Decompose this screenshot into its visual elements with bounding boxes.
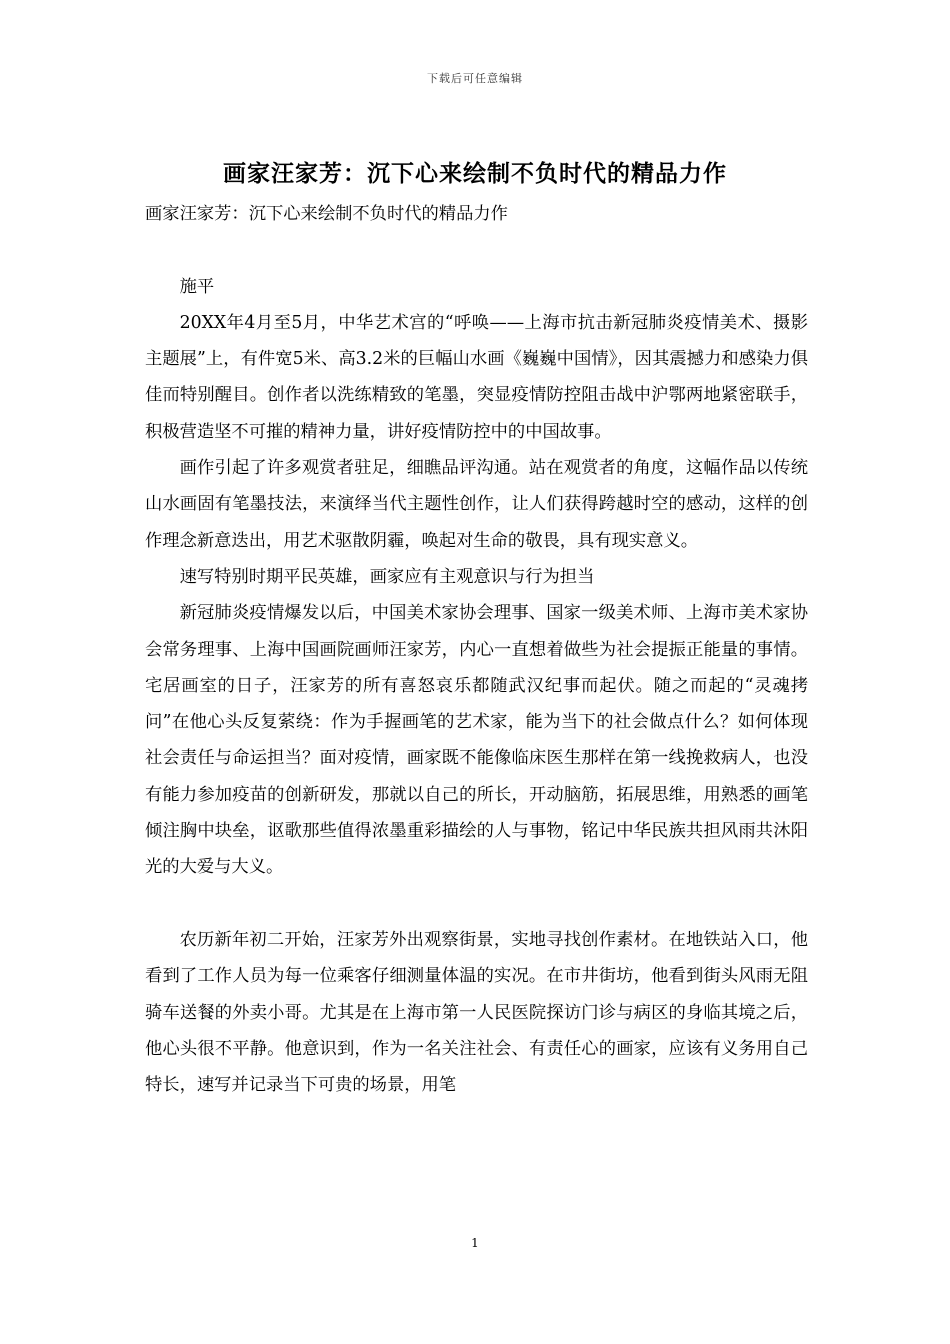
paragraph-2: 画作引起了许多观赏者驻足，细瞧品评沟通。站在观赏者的角度，这幅作品以传统山水画固有笔墨技法，来演绎当代主题性创作，让人们获得跨越时空的感动，这样的创作理念新意迭出，用艺术驱散阴霾，唤起对生命的敬畏，具有现实意义。 bbox=[145, 458, 808, 551]
section-heading: 速写特别时期平民英雄，画家应有主观意识与行为担当 bbox=[179, 566, 595, 587]
document-title: 画家汪家芳：沉下心来绘制不负时代的精品力作 bbox=[223, 160, 727, 187]
author-line: 施平 bbox=[179, 276, 215, 297]
paragraph-3: 新冠肺炎疫情爆发以后，中国美术家协会理事、国家一级美术师、上海市美术家协会常务理事、上海中国画院画师汪家芳，内心一直想着做些为社会提振正能量的事情。宅居画室的日子，汪家芳的所有喜怒哀乐都随武汉纪事而起伏。随之而起的“灵魂拷问”在他心头反复萦绕：作为手握画笔的艺术家，能为当下的社会做点什么？如何体现社会责任与命运担当？面对疫情，画家既不能像临床医生那样在第一线挽救病人，也没有能力参加疫苗的创新研发，那就以自己的所长，开动脑筋，拓展思维，用熟悉的画笔倾注胸中块垒，讴歌那些值得浓墨重彩描绘的人与事物，铭记中华民族共担风雨共沐阳光的大爱与大义。 bbox=[145, 603, 808, 878]
document-subtitle: 画家汪家芳：沉下心来绘制不负时代的精品力作 bbox=[145, 204, 508, 224]
paragraph-1: 20XX年4月至5月，中华艺术宫的“呼唤——上海市抗击新冠肺炎疫情美术、摄影主题展”上，有件宽5米、高3.2米的巨幅山水画《巍巍中国情》，因其震撼力和感染力俱佳而特别醒目。创作者以洗练精致的笔墨，突显疫情防控阻击战中沪鄂两地紧密联手，积极营造坚不可摧的精神力量，讲好疫情防控中的中国故事。 bbox=[145, 312, 808, 442]
document-body bbox=[145, 196, 808, 1103]
page-number: 1 bbox=[471, 1236, 479, 1250]
page-header-note: 下载后可任意编辑 bbox=[427, 72, 523, 85]
paragraph-4: 农历新年初二开始，汪家芳外出观察街景，实地寻找创作素材。在地铁站入口，他看到了工作人员为每一位乘客仔细测量体温的实况。在市井街坊，他看到街头风雨无阻骑车送餐的外卖小哥。尤其是在上海市第一人民医院探访门诊与病区的身临其境之后，他心头很不平静。他意识到，作为一名关注社会、有责任心的画家，应该有义务用自己特长，速写并记录当下可贵的场景，用笔 bbox=[145, 929, 808, 1096]
